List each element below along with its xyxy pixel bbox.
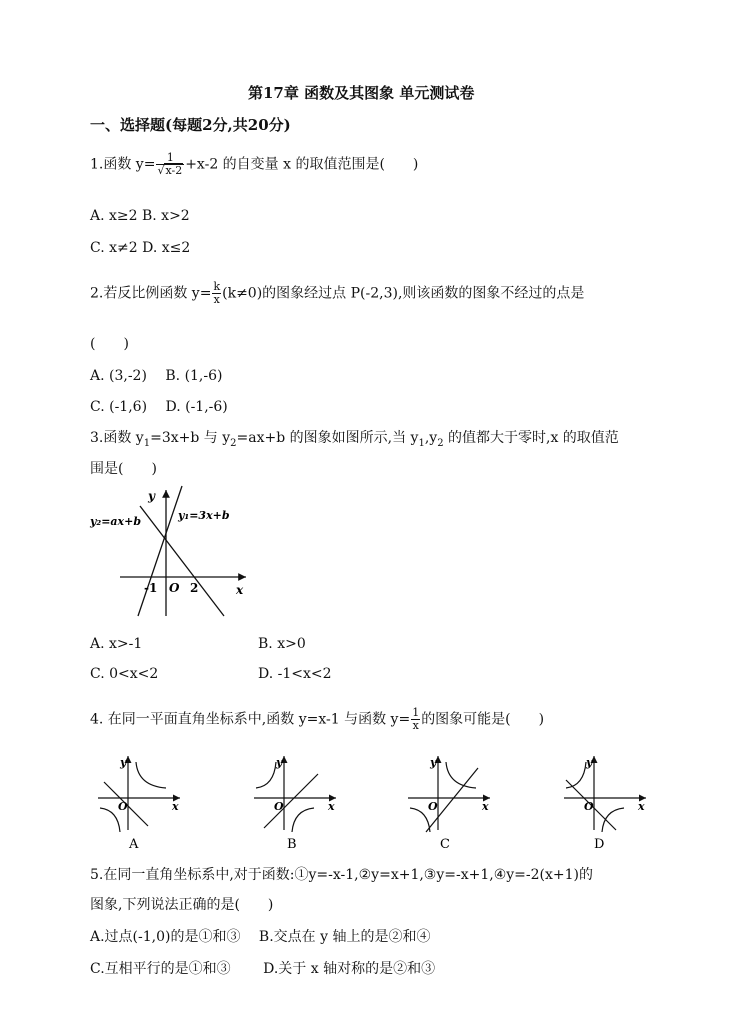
q4-frac-den: x — [412, 719, 419, 732]
q2-text-pre: 2.若反比例函数 y= — [90, 285, 212, 302]
question-5-stem-line2: 图象,下列说法正确的是( ) — [90, 897, 274, 913]
q1-frac-num: 1 — [156, 152, 184, 165]
q3-option-a: A. x>-1 — [90, 636, 143, 652]
q1-fraction — [156, 152, 184, 177]
q3-line-y2 — [140, 506, 224, 616]
q2-frac-den: x — [213, 293, 220, 306]
q3-text-a: 3.函数 y — [90, 430, 144, 446]
q4d-label: D — [594, 837, 605, 852]
q3-graph — [86, 484, 256, 620]
q3-text-c: =ax+b 的图象如图所示,当 y — [236, 430, 419, 446]
q3-text-d: ,y — [424, 430, 438, 446]
q1-options-cd: C. x≠2 D. x≤2 — [90, 240, 191, 256]
q3-option-d: D. -1<x<2 — [258, 666, 332, 682]
q3-sub-3: 1 — [418, 437, 425, 449]
q4-graph-b — [252, 752, 342, 852]
q3-label-y2: y₂=ax+b — [90, 515, 142, 528]
q3-tick-2: 2 — [190, 581, 199, 595]
question-2-stem — [90, 281, 584, 306]
q1-radicand: x-2 — [165, 164, 183, 177]
q4a-axis-y: y — [120, 756, 127, 769]
question-3-stem-line1 — [90, 427, 619, 449]
q3-axis-y-label: y — [148, 489, 155, 503]
q4d-axis-y: y — [586, 756, 593, 769]
q3-sub-2: 2 — [230, 437, 237, 449]
question-3-stem-line2: 围是( ) — [90, 461, 157, 477]
q3-axis-x-label: x — [236, 583, 244, 597]
q4c-axis-x: x — [482, 800, 489, 813]
page-title: 第17章 函数及其图象 单元测试卷 — [248, 84, 475, 102]
q1-text-pre: 1.函数 y= — [90, 156, 156, 173]
q3-option-b: B. x>0 — [258, 636, 306, 652]
q3-text-b: =3x+b 与 y — [150, 430, 231, 446]
q4b-axis-y: y — [276, 756, 283, 769]
q2-options-cd: C. (-1,6) D. (-1,-6) — [90, 399, 228, 415]
q4b-label: B — [287, 837, 297, 852]
q4c-axis-y: y — [430, 756, 437, 769]
q4c-label: C — [440, 837, 450, 852]
q4d-origin: O — [584, 800, 594, 813]
q1-root-sign: √ — [157, 164, 165, 177]
q4b-axis-x: x — [328, 800, 335, 813]
q3-text-e: 的值都大于零时,x 的取值范 — [443, 430, 619, 446]
q4c-origin: O — [428, 800, 438, 813]
q4d-axis-x: x — [638, 800, 645, 813]
q1-frac-den — [156, 165, 184, 177]
q1-options-ab: A. x≥2 B. x>2 — [90, 208, 190, 224]
q4a-axis-x: x — [172, 800, 179, 813]
q3-line-y1 — [138, 486, 182, 616]
q1-text-post: +x-2 的自变量 x 的取值范围是( ) — [185, 156, 419, 173]
q2-text-post: (k≠0)的图象经过点 P(-2,3),则该函数的图象不经过的点是 — [222, 285, 585, 302]
q5-options-cd: C.互相平行的是①和③ D.关于 x 轴对称的是②和③ — [90, 961, 436, 977]
q4-text-pre: 4. 在同一平面直角坐标系中,函数 y=x-1 与函数 y= — [90, 711, 411, 728]
question-4-stem — [90, 707, 544, 732]
q3-sub-4: 2 — [437, 437, 444, 449]
q2-answer-paren: ( ) — [90, 336, 129, 352]
q4-graph-d — [562, 752, 652, 852]
q3-sub-1: 1 — [143, 437, 151, 449]
q4b-origin: O — [274, 800, 284, 813]
q4-fraction — [411, 707, 420, 732]
question-5-stem-line1: 5.在同一直角坐标系中,对于函数:①y=-x-1,②y=x+1,③y=-x+1,④y=-2(x+1)的 — [90, 867, 593, 883]
section-heading: 一、选择题(每题2分,共20分) — [90, 116, 291, 134]
question-1-stem — [90, 152, 418, 177]
q3-tick-neg1: -1 — [144, 581, 158, 595]
q3-option-c: C. 0<x<2 — [90, 666, 159, 682]
q2-frac-num: k — [213, 280, 221, 293]
q4a-origin: O — [118, 800, 128, 813]
q4-graph-c — [406, 752, 496, 852]
q3-label-y1: y₁=3x+b — [178, 509, 230, 522]
q5-options-ab: A.过点(-1,0)的是①和③ B.交点在 y 轴上的是②和④ — [90, 929, 431, 945]
q4a-label: A — [129, 837, 139, 852]
q3-origin-label: O — [169, 581, 180, 595]
q4-frac-num: 1 — [412, 706, 420, 719]
q2-fraction — [212, 281, 221, 306]
q2-options-ab: A. (3,-2) B. (1,-6) — [90, 368, 223, 384]
q4-graph-a — [96, 752, 186, 852]
q4-text-post: 的图象可能是( ) — [421, 711, 545, 728]
